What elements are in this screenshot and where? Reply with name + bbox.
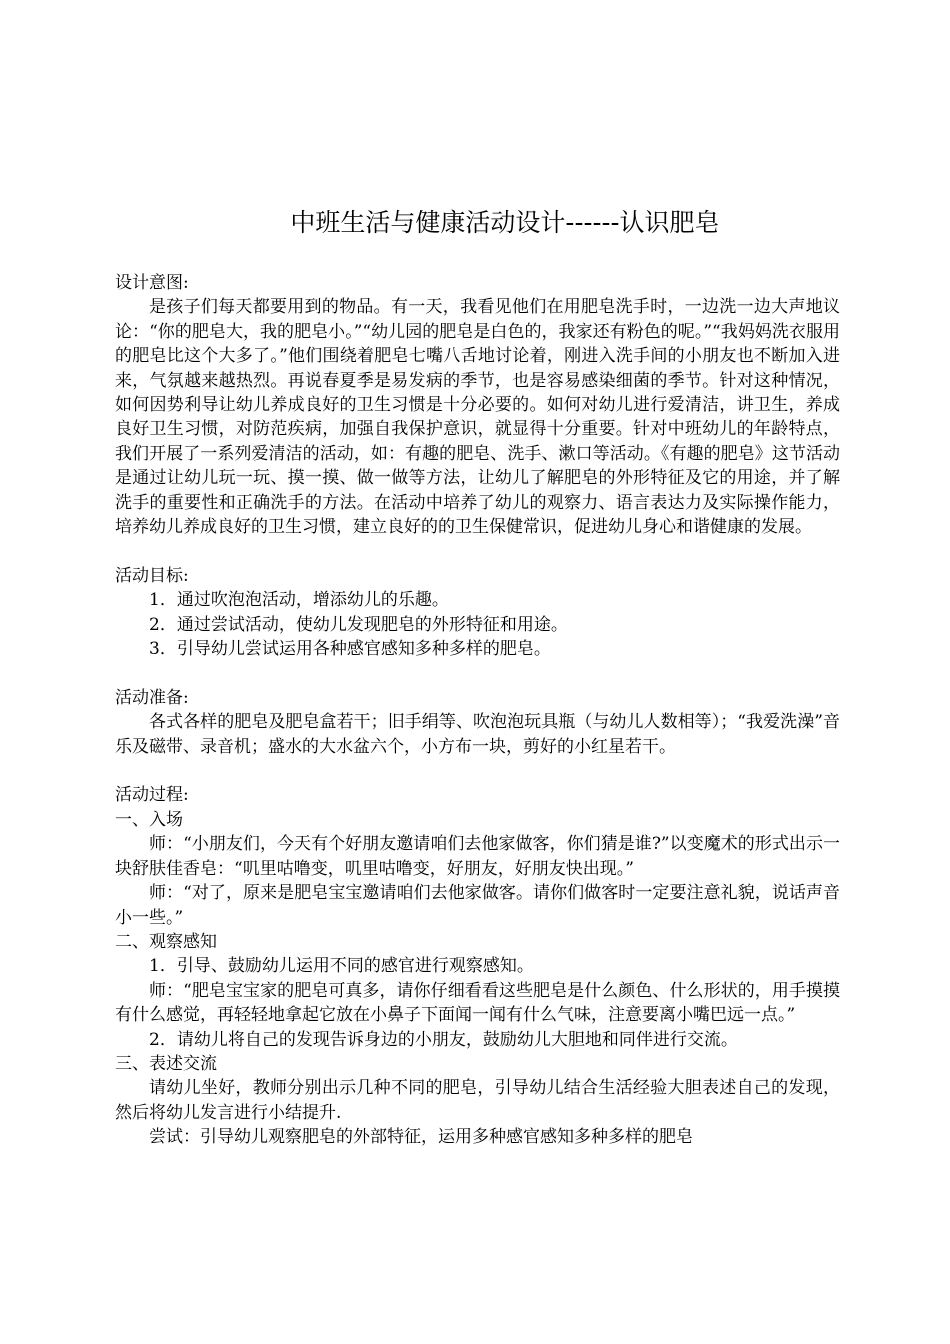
section-3-heading: 三、表述交流 (115, 1053, 217, 1074)
document-body (115, 271, 840, 1150)
goal-item-2: 2．通过尝试活动，使幼儿发现肥皂的外形特征和用途。 (149, 614, 568, 635)
document-title: 中班生活与健康活动设计------认识肥皂 (290, 208, 720, 237)
prep-paragraph: 各式各样的肥皂及肥皂盒若干；旧手绢等、吹泡泡玩具瓶（与幼儿人数相等）；“我爱洗澡”音乐及磁带、录音机；盛水的大水盆六个，小方布一块，剪好的小红星若干。 (115, 712, 840, 757)
blank-line (115, 539, 840, 563)
section-2-item-1: 1．引导、鼓励幼儿运用不同的感官进行观察感知。 (149, 956, 534, 977)
intent-heading: 设计意图: (115, 273, 189, 293)
process-heading: 活动过程: (115, 785, 189, 806)
goals-heading: 活动目标: (115, 565, 189, 586)
goal-item-3: 3．引导幼儿尝试运用各种感官感知多种多样的肥皂。 (149, 639, 551, 660)
section-3-paragraph-2: 尝试：引导幼儿观察肥皂的外部特征，运用多种感官感知多种多样的肥皂 (149, 1127, 693, 1148)
section-2-paragraph-1: 师：“肥皂宝宝家的肥皂可真多，请你仔细看看这些肥皂是什么颜色、什么形状的，用手摸摸有什么感觉，再轻轻地拿起它放在小鼻子下面闻一闻有什么气味，注意要离小嘴巴远一点。” (115, 980, 840, 1026)
section-1-paragraph-1: 师：“小朋友们，今天有个好朋友邀请咱们去他家做客，你们猜是谁?”以变魔术的形式出示一块舒肤佳香皂：“叽里咕噜变，叽里咕噜变，好朋友，好朋友快出现。” (115, 834, 840, 879)
section-2-heading: 二、观察感知 (115, 931, 217, 952)
section-1-paragraph-2: 师：“对了，原来是肥皂宝宝邀请咱们去他家做客。请你们做客时一定要注意礼貌，说话声音小一些。” (115, 883, 840, 928)
section-1-heading: 一、入场 (115, 809, 183, 830)
blank-line (115, 661, 840, 685)
intent-paragraph: 是孩子们每天都要用到的物品。有一天，我看见他们在用肥皂洗手时，一边洗一边大声地议论：“你的肥皂大，我的肥皂小。”“幼儿园的肥皂是白色的，我家还有粉色的呢。”“我妈妈洗衣服用的肥皂比这个大多了。”他们围绕着肥皂七嘴八舌地讨论着，刚进入洗手间的小朋友也不断加入进来，气氛越来越热烈。再说春夏季是易发病的季节，也是容易感染细菌的季节。针对这种情况，如何因势利导让幼儿养成良好的卫生习惯是十分必要的。如何对幼儿进行爱清洁，讲卫生，养成良好卫生习惯，对防范疾病，加强自我保护意识，就显得十分重要。针对中班幼儿的年龄特点，我们开展了一系列爱清洁的活动，如：有趣的肥皂、洗手、漱口等活动。《有趣的肥皂》这节活动是通过让幼儿玩一玩、摸一摸、做一做等方法，让幼儿了解肥皂的外形特征及它的用途，并了解洗手的重要性和正确洗手的方法。在活动中培养了幼儿的观察力、语言表达力及实际操作能力，培养幼儿养成良好的卫生习惯，建立良好的的卫生保健常识，促进幼儿身心和谐健康的发展。 (115, 297, 840, 538)
prep-heading: 活动准备: (115, 687, 189, 708)
blank-line (115, 759, 840, 783)
section-2-item-2: 2．请幼儿将自己的发现告诉身边的小朋友，鼓励幼儿大胆地和同伴进行交流。 (149, 1029, 738, 1050)
section-3-paragraph-1: 请幼儿坐好，教师分别出示几种不同的肥皂，引导幼儿结合生活经验大胆表述自己的发现，然后将幼儿发言进行小结提升. (115, 1078, 840, 1123)
goal-item-1: 1．通过吹泡泡活动，增添幼儿的乐趣。 (149, 590, 449, 611)
